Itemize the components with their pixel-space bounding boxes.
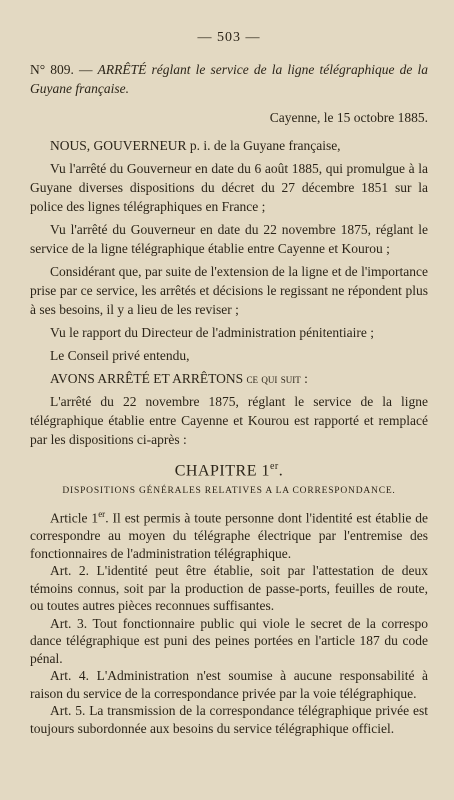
article-text: . Il est permis à toute personne dont l'identité est établie de correspondre au moyen du télégraphe électrique par l'entremise des fonctionnaires de l'administration télégraphique. bbox=[30, 510, 429, 561]
article-label: Art. 5. bbox=[50, 703, 86, 719]
article-label: Art. 2. bbox=[50, 563, 90, 579]
preamble-nous: NOUS, GOUVERNEUR p. i. de la Guyane française, bbox=[50, 138, 341, 153]
preamble-conseil: Le Conseil privé entendu, bbox=[50, 348, 190, 363]
decree-formula bbox=[30, 369, 428, 388]
article-5 bbox=[30, 702, 428, 737]
article-3 bbox=[30, 615, 428, 668]
decree-title: ARRÊTÉ réglant le service de la ligne télégraphique de la Guyane française. bbox=[30, 62, 428, 96]
chapter-sup: er bbox=[269, 461, 279, 472]
article-label: Art. 4. bbox=[50, 668, 90, 684]
document-title bbox=[30, 60, 428, 98]
section-heading: DISPOSITIONS GÉNÉRALES RELATIVES A LA CORRESPONDANCE. bbox=[62, 486, 396, 497]
article-text: L'Administration n'est soumise à aucune responsabilité à raison du service de la correspondance privée par la voie télégraphique. bbox=[30, 668, 429, 701]
article-4 bbox=[30, 667, 428, 702]
article-text: L'identité peut être établie, soit par l'attestation de deux témoins connus, soit par la production de passe-ports, feuilles de route, ou toutes autres pièces reconnues suffisantes. bbox=[30, 563, 428, 614]
chapter-label: CHAPITRE 1 bbox=[174, 462, 270, 480]
article-text: Tout fonctionnaire public qui viole le secret de la correspo dance télégraphique est puni des peines portées en l'article 187 du code pénal. bbox=[30, 615, 428, 666]
chapter-heading bbox=[30, 461, 428, 480]
decree-formula-text: AVONS ARRÊTÉ ET ARRÊTONS ce qui suit : bbox=[50, 371, 308, 386]
article-label: Art. 3. bbox=[50, 615, 88, 631]
intro-paragraph: L'arrêté du 22 novembre 1875, réglant le service de la ligne télégraphique établie entre Cayenne et Kourou est rapporté et remplacé par les dispositions ci-après : bbox=[30, 394, 428, 447]
chapter-suffix: . bbox=[278, 462, 284, 480]
article-label: Article 1 bbox=[50, 510, 99, 526]
article-1 bbox=[30, 506, 428, 562]
page-number: — 503 — bbox=[197, 30, 261, 45]
preamble-considerant: Considérant que, par suite de l'extension de la ligne et de l'importance prise par ce service, les arrêtés et décisions le regissant ne répondent plus à ses besoins, il y a lieu de les reviser ; bbox=[30, 264, 428, 317]
dateline: Cayenne, le 15 octobre 1885. bbox=[269, 110, 428, 125]
preamble-vu-2: Vu l'arrêté du Gouverneur en date du 22 novembre 1875, réglant le service de la ligne télégraphique établie entre Cayenne et Kourou ; bbox=[30, 222, 428, 256]
preamble-vu-3: Vu le rapport du Directeur de l'administration pénitentiaire ; bbox=[50, 325, 375, 340]
preamble-vu-1: Vu l'arrêté du Gouverneur en date du 6 août 1885, qui promulgue à la Guyane diverses dispositions du décret du 27 décembre 1851 sur la police des lignes télégraphiques en France ; bbox=[30, 161, 428, 214]
article-text: La transmission de la correspondance télégraphique privée est toujours subordonnée aux besoins du service télégraphique officiel. bbox=[30, 703, 428, 736]
article-2 bbox=[30, 562, 428, 615]
article-sup: er bbox=[98, 509, 106, 520]
decree-number: N° 809. — bbox=[30, 62, 93, 77]
